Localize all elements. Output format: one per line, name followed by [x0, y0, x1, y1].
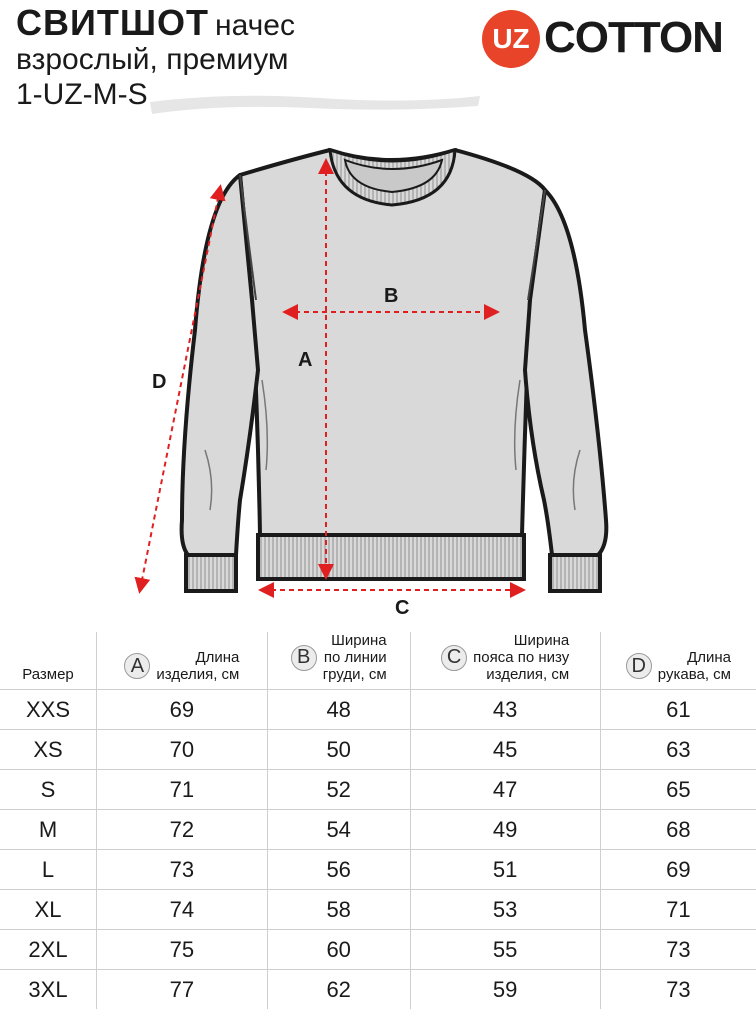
cell-c: 47 [410, 770, 600, 810]
cell-c: 43 [410, 690, 600, 730]
cell-c: 53 [410, 890, 600, 930]
logo-mark: UZ [482, 10, 540, 68]
right-cuff [550, 555, 600, 591]
cell-a: 74 [97, 890, 268, 930]
header-c-line3: изделия, см [486, 666, 569, 683]
header-c [410, 632, 600, 690]
cell-size: S [0, 770, 97, 810]
size-table [0, 632, 756, 1009]
table-row [0, 690, 756, 730]
table-row [0, 850, 756, 890]
cell-d: 61 [600, 690, 756, 730]
header-size-label: Размер [22, 666, 74, 683]
header-a-line2: Длина [195, 649, 239, 666]
cell-d: 71 [600, 890, 756, 930]
cell-b: 62 [267, 970, 410, 1009]
brand-logo [482, 8, 742, 68]
cell-b: 58 [267, 890, 410, 930]
cell-b: 52 [267, 770, 410, 810]
product-subtitle: взрослый, премиум [16, 43, 476, 77]
header-d [600, 632, 756, 690]
cell-c: 59 [410, 970, 600, 1009]
header-size [0, 632, 97, 690]
header-a-line3: изделия, см [156, 666, 239, 683]
table-row [0, 730, 756, 770]
cell-d: 65 [600, 770, 756, 810]
header-b [267, 632, 410, 690]
header-d-line3: рукава, см [658, 666, 731, 683]
brush-stroke-decoration [150, 88, 480, 122]
header-c-line1: Ширина [514, 632, 569, 649]
waistband [258, 535, 524, 579]
cell-size: 2XL [0, 930, 97, 970]
table-row [0, 890, 756, 930]
cell-b: 48 [267, 690, 410, 730]
cell-b: 56 [267, 850, 410, 890]
letter-b-badge: B [291, 645, 317, 671]
cell-size: M [0, 810, 97, 850]
cell-a: 73 [97, 850, 268, 890]
sweatshirt-body [240, 150, 545, 535]
header-d-line2: Длина [687, 649, 731, 666]
cell-size: XL [0, 890, 97, 930]
letter-d-badge: D [626, 653, 652, 679]
table-row [0, 810, 756, 850]
cell-size: XXS [0, 690, 97, 730]
cell-a: 70 [97, 730, 268, 770]
cell-d: 69 [600, 850, 756, 890]
product-title [16, 6, 476, 43]
header-a [97, 632, 268, 690]
cell-c: 45 [410, 730, 600, 770]
cell-a: 72 [97, 810, 268, 850]
cell-c: 51 [410, 850, 600, 890]
cell-b: 60 [267, 930, 410, 970]
cell-a: 77 [97, 970, 268, 1009]
table-row [0, 930, 756, 970]
cell-a: 75 [97, 930, 268, 970]
sweatshirt-diagram [0, 130, 756, 630]
header-b-line3: груди, см [323, 666, 387, 683]
cell-b: 50 [267, 730, 410, 770]
cell-size: L [0, 850, 97, 890]
cell-size: XS [0, 730, 97, 770]
letter-c-badge: C [441, 645, 467, 671]
cell-size: 3XL [0, 970, 97, 1009]
logo-text: COTTON [544, 12, 723, 64]
cell-d: 73 [600, 970, 756, 1009]
header-c-line2: пояса по низу [473, 649, 569, 666]
header-b-line2: по линии [324, 649, 387, 666]
table-row [0, 970, 756, 1009]
header-b-line1: Ширина [331, 632, 386, 649]
cell-c: 49 [410, 810, 600, 850]
cell-a: 71 [97, 770, 268, 810]
left-cuff [186, 555, 236, 591]
label-c: C [395, 597, 409, 619]
label-a: A [298, 349, 312, 371]
cell-d: 68 [600, 810, 756, 850]
label-b: B [384, 285, 398, 307]
letter-a-badge: A [124, 653, 150, 679]
cell-d: 63 [600, 730, 756, 770]
table-row [0, 770, 756, 810]
product-article: 1-UZ-M-S [16, 77, 476, 113]
label-d: D [152, 371, 166, 393]
cell-a: 69 [97, 690, 268, 730]
product-name: СВИТШОТ [16, 2, 209, 43]
product-material: начес [215, 9, 295, 42]
cell-c: 55 [410, 930, 600, 970]
cell-d: 73 [600, 930, 756, 970]
size-table-header [0, 632, 756, 690]
cell-b: 54 [267, 810, 410, 850]
